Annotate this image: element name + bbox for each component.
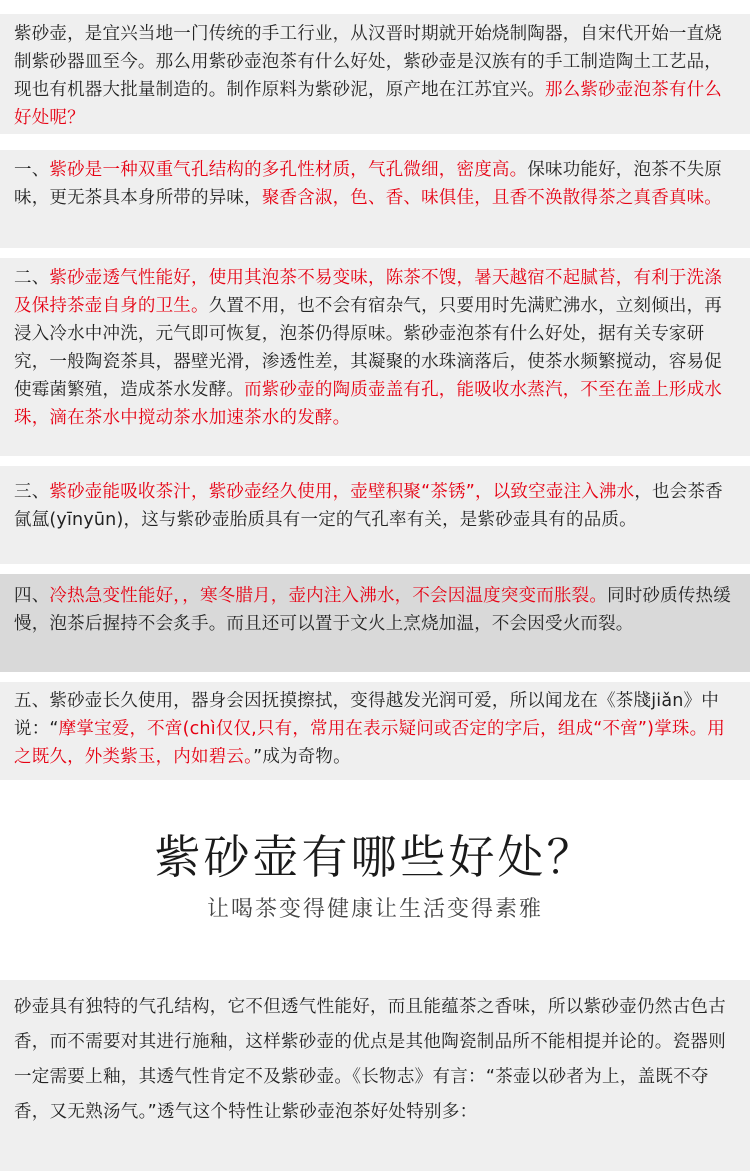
point-paragraph bbox=[14, 582, 736, 638]
point-red-text: 而紫砂壶的陶质壶盖有孔，能吸收水蒸汽，不至在盖上形成水珠，滴在茶水中搅动茶水加速茶水的发酵。 bbox=[14, 380, 723, 428]
bottom-block bbox=[0, 980, 750, 1171]
point-text: 久置不用，也不会有宿杂气，只要用时先满贮沸水，立刻倾出，再浸入冷水中冲洗，元气即可恢复，泡茶仍得原味。紫砂壶泡茶有什么好处，据有关专家研究，一般陶瓷茶具，器壁光滑，渗透性差，其凝聚的水珠滴落后，使茶水频繁搅动，容易促使霉菌繁殖，造成茶水发酵。 bbox=[14, 296, 723, 400]
point-paragraph bbox=[14, 478, 736, 534]
point-text: ”成为奇物。 bbox=[253, 747, 351, 767]
point-text: 保味功能好，泡茶不失原味，更无茶具本身所带的异味， bbox=[14, 160, 723, 208]
point-prefix: 二、 bbox=[14, 268, 50, 288]
point-prefix: 一、 bbox=[14, 160, 50, 180]
point-red-text: 聚香含淑，色、香、味俱佳，且香不涣散得茶之真香真味。 bbox=[261, 188, 723, 208]
bottom-paragraph: 砂壶具有独特的气孔结构，它不但透气性能好，而且能蕴茶之香味，所以紫砂壶仍然古色古香，而不需要对其进行施釉，这样紫砂壶的优点是其他陶瓷制品所不能相提并论的。瓷器则一定需要上釉，其透气性肯定不及紫砂壶。《长物志》有言：“茶壶以砂者为上，盖既不夺香，又无熟汤气。”透气这个特性让紫砂壶泡茶好处特别多： bbox=[14, 997, 726, 1122]
point-prefix: 五、 bbox=[14, 691, 50, 711]
point-text: 同时砂质传热缓慢，泡茶后握持不会炙手。而且还可以置于文火上烹烧加温，不会因受火而裂。 bbox=[14, 586, 731, 634]
point-red-text: 冷热急变性能好，，寒冬腊月，壶内注入沸水，不会因温度突变而胀裂。 bbox=[49, 586, 608, 606]
intro-text: 紫砂壶，是宜兴当地一门传统的手工行业，从汉晋时期就开始烧制陶器，自宋代开始一直烧制紫砂器皿至今。那么用紫砂壶泡茶有什么好处，紫砂壶是汉族有的手工制造陶土工艺品，现也有机器大批量制造的。制作原料为紫砂泥，原产地在江苏宜兴。 bbox=[14, 24, 722, 100]
intro-paragraph bbox=[14, 20, 736, 132]
point-paragraph bbox=[14, 264, 736, 432]
section-subtitle: 让喝茶变得健康让生活变得素雅 bbox=[206, 897, 543, 922]
point-red-text: 摩掌宝爱，不啻(chì仅仅,只有，常用在表示疑问或否定的字后，组成“不啻”)掌珠。用之既久，外类紫玉，内如碧云。 bbox=[14, 719, 725, 767]
point-text: 紫砂壶长久使用，器身会因抚摸擦拭，变得越发光润可爱，所以闻龙在《茶牋jiǎn》中说：“ bbox=[14, 691, 719, 739]
section-title: 紫砂壶有哪些好处？ bbox=[154, 830, 596, 884]
intro-highlight: 那么紫砂壶泡茶有什么好处呢？ bbox=[14, 80, 722, 128]
point-paragraph bbox=[14, 687, 736, 771]
point-2-block bbox=[0, 258, 750, 456]
intro-block bbox=[0, 14, 750, 134]
point-red-text: 紫砂壶能吸收茶汁，紫砂壶经久使用，壶壁积聚“茶锈”，以致空壶注入沸水 bbox=[49, 482, 635, 502]
point-1-block bbox=[0, 150, 750, 248]
point-prefix: 四、 bbox=[14, 586, 50, 606]
point-4-block bbox=[0, 574, 750, 672]
point-3-block bbox=[0, 466, 750, 564]
point-paragraph bbox=[14, 156, 736, 212]
point-5-block bbox=[0, 682, 750, 780]
point-prefix: 三、 bbox=[14, 482, 50, 502]
point-text: ，也会茶香氤氲(yīnyūn)，这与紫砂壶胎质具有一定的气孔率有关，是紫砂壶具有的品质。 bbox=[14, 482, 723, 530]
point-red-text: 紫砂壶透气性能好，使用其泡茶不易变味，陈茶不馊，暑天越宿不起腻苔，有利于洗涤及保持茶壶自身的卫生。 bbox=[14, 268, 723, 316]
point-red-text: 紫砂是一种双重气孔结构的多孔性材质，气孔微细，密度高。 bbox=[49, 160, 528, 180]
